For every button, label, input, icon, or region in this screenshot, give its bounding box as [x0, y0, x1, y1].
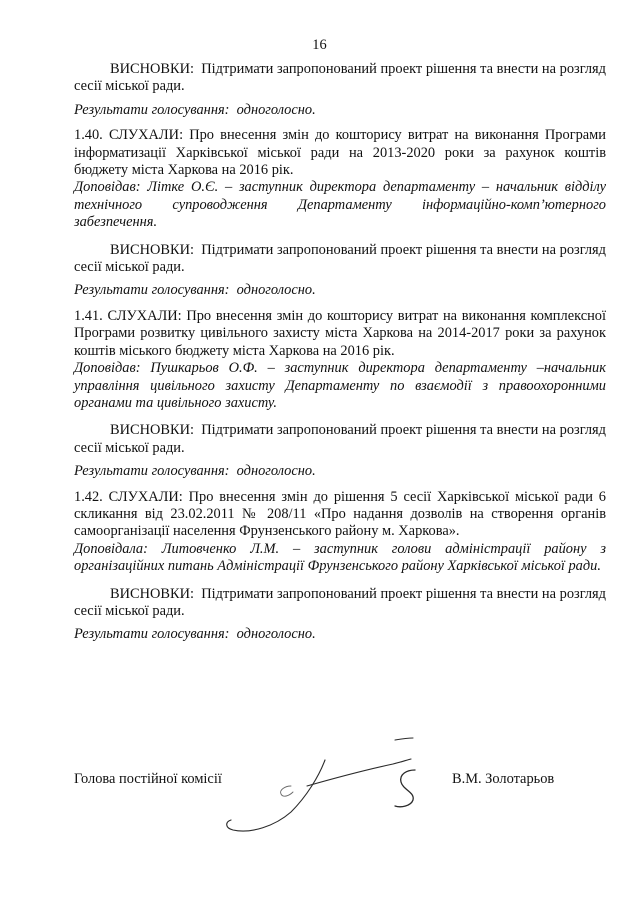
- agenda-item-1-41: [74, 308, 606, 412]
- speaker-paragraph: [74, 179, 606, 231]
- page-number: 16: [312, 37, 327, 53]
- conclusion-label: ВИСНОВКИ:: [110, 422, 194, 439]
- vote-result: [74, 102, 606, 119]
- agenda-item-1-42: [74, 489, 606, 576]
- vote-result: [74, 626, 606, 643]
- document-body: [74, 61, 606, 644]
- vote-label: Результати голосування:: [74, 101, 230, 118]
- speaker-text: Літке О.Є. – заступник директора департаменту – начальник відділу технічного супроводження Департаменту інформаційно-комп’ютерного забезпечення.: [74, 179, 606, 231]
- signatory-title: Голова постійної комісії: [74, 771, 222, 787]
- vote-label: Результати голосування:: [74, 463, 230, 480]
- heard-paragraph: [74, 127, 606, 179]
- vote-label: Результати голосування:: [74, 282, 230, 299]
- conclusion-paragraph: [74, 61, 606, 96]
- heard-text: Про внесення змін до кошторису витрат на виконання комплексної Програми розвитку цивільного захисту міста Харкова на 2014-2017 роки за рахунок коштів міського бюджету міста Харкова на 2016 рік.: [74, 307, 606, 359]
- conclusion-text: Підтримати запропонований проект рішення та внести на розгляд сесії міської ради.: [74, 422, 606, 456]
- vote-result: [74, 463, 606, 480]
- vote-value: одноголосно.: [236, 626, 316, 643]
- conclusion-text: Підтримати запропонований проект рішення та внести на розгляд сесії міської ради.: [74, 585, 606, 619]
- conclusion-label: ВИСНОВКИ:: [110, 585, 194, 602]
- item-number: 1.42.: [74, 488, 103, 505]
- agenda-item-1-40: [74, 127, 606, 231]
- heard-text: Про внесення змін до рішення 5 сесії Харківської міської ради 6 скликання від 23.02.2011 № 208/11 «Про надання дозволів на створення органів самоорганізації населення Фрунзенського району м. Харкова».: [74, 488, 606, 540]
- vote-value: одноголосно.: [236, 282, 316, 299]
- speaker-label: Доповідала:: [74, 540, 148, 557]
- heard-label: СЛУХАЛИ:: [108, 488, 183, 505]
- speaker-label: Доповідав:: [74, 179, 141, 196]
- item-number: 1.41.: [74, 307, 103, 324]
- conclusion-label: ВИСНОВКИ:: [110, 241, 194, 258]
- speaker-text: Литовченко Л.М. – заступник голови адміністрації району з організаційних питань Адміністрації Фрунзенського району Харківської міської ради.: [74, 540, 606, 575]
- conclusion-paragraph: [74, 242, 606, 277]
- speaker-paragraph: [74, 360, 606, 412]
- handwritten-signature: [215, 730, 425, 842]
- vote-value: одноголосно.: [236, 101, 316, 118]
- speaker-paragraph: [74, 541, 606, 576]
- heard-label: СЛУХАЛИ:: [107, 307, 182, 324]
- speaker-label: Доповідав:: [74, 360, 141, 377]
- conclusion-paragraph: [74, 586, 606, 621]
- signatory-name: В.М. Золотарьов: [452, 771, 555, 787]
- vote-value: одноголосно.: [236, 463, 316, 480]
- conclusion-paragraph: [74, 422, 606, 457]
- heard-text: Про внесення змін до кошторису витрат на виконання Програми інформатизації Харківської міської ради на 2013-2020 роки за рахунок коштів бюджету міста Харкова на 2016 рік.: [74, 127, 606, 179]
- vote-result: [74, 282, 606, 299]
- heard-paragraph: [74, 308, 606, 360]
- conclusion-text: Підтримати запропонований проект рішення та внести на розгляд сесії міської ради.: [74, 241, 606, 276]
- item-number: 1.40.: [74, 127, 103, 144]
- speaker-text: Пушкарьов О.Ф. – заступник директора департаменту –начальник управління цивільного захисту Департаменту по взаємодії з правоохоронними органами та цивільного захисту.: [74, 360, 606, 411]
- conclusion-label: ВИСНОВКИ:: [110, 61, 194, 77]
- conclusion-text: Підтримати запропонований проект рішення та внести на розгляд сесії міської ради.: [74, 61, 606, 95]
- heard-paragraph: [74, 489, 606, 541]
- heard-label: СЛУХАЛИ:: [108, 127, 184, 144]
- vote-label: Результати голосування:: [74, 626, 230, 643]
